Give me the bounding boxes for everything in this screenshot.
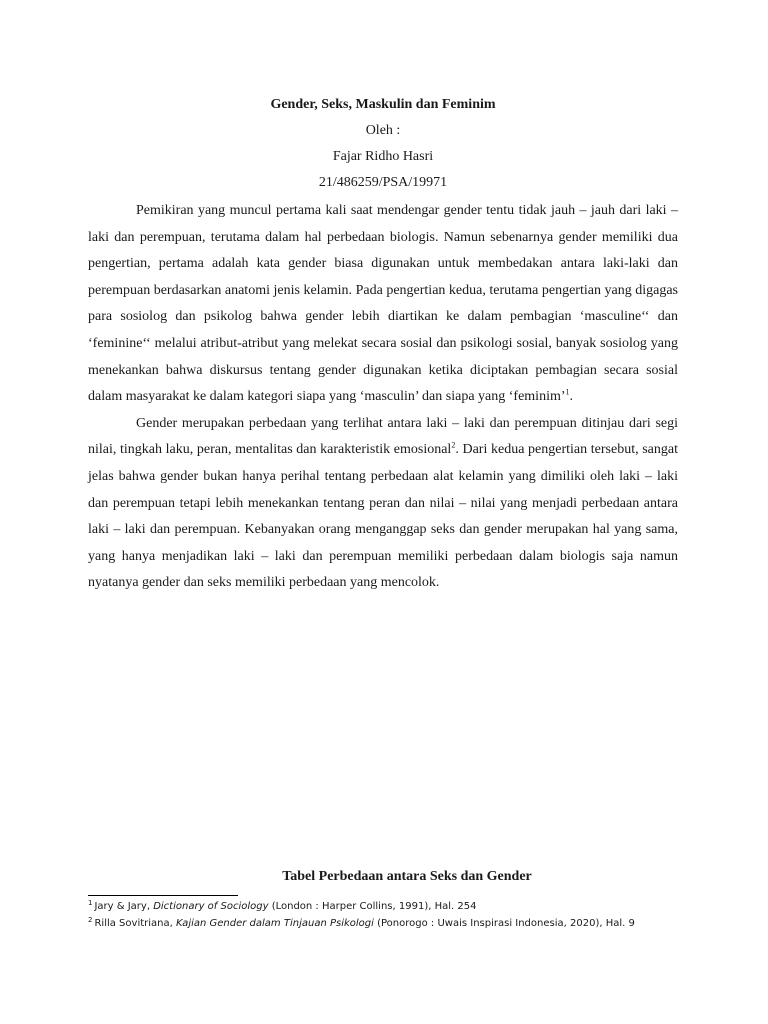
paragraph-2-rest: . Dari kedua pengertian tersebut, sangat jelas bahwa gender bukan hanya perihal tentang perbedaan alat kelamin yang dimiliki oleh laki – laki dan perempuan tetapi lebih menekankan tentang peran dan nilai – nilai yang menjadi perbedaan antara laki – laki dan perempuan. Kebanyakan orang menganggap seks dan gender merupakan hal yang sama, yang hanya menjadikan laki – laki dan perempuan memiliki perbedaan dalam biologis saja namun nyatanya gender dan seks memiliki perbedaan yang mencolok. — [88, 442, 678, 591]
footnote-book-title: Dictionary of Sociology — [153, 901, 269, 912]
paragraph-1-text: Pemikiran yang muncul pertama kali saat mendengar gender tentu tidak jauh – jauh dari laki – laki dan perempuan, terutama dalam hal perbedaan biologis. Namun sebenarnya gender memiliki dua pengertian, pertama adalah kata gender biasa digunakan untuk membedakan antara laki-laki dan perempuan berdasarkan anatomi jenis kelamin. Pada pengertian kedua, terutama pengertian yang digagas para sosiolog dan psikolog bahwa gender lebih diartikan ke dalam pembagian ‘masculine‘‘ dan ‘feminine‘‘ melalui atribut-atribut yang melekat secara sosial dan psikologi sosial, banyak sosiolog yang menekankan bahwa diskursus tentang gender digunakan ketika diciptakan pembagian secara sosial dalam masyarakat ke dalam kategori siapa yang ‘masculin’ dan siapa yang ‘feminim’ — [88, 203, 678, 405]
footnote-publication: (Ponorogo : Uwais Inspirasi Indonesia, 2020), Hal. 9 — [373, 918, 635, 929]
table-title: Tabel Perbedaan antara Seks dan Gender — [282, 869, 532, 884]
paragraph-1-end: . — [569, 389, 574, 405]
document-heading — [88, 92, 678, 196]
footnote-ref-1[interactable]: 1 — [565, 387, 570, 397]
footnote-number: 2 — [88, 915, 93, 924]
author-name: Fajar Ridho Hasri — [332, 149, 434, 164]
paragraph-2-text: Gender merupakan perbedaan yang terlihat antara laki – laki dan perempuan ditinjau dari segi nilai, tingkah laku, peran, mentalitas dan karakteristik emosional — [88, 415, 678, 458]
paragraph-2 — [88, 411, 678, 597]
paragraph-1 — [88, 198, 678, 411]
footnote-text: Jary & Jary, — [94, 901, 154, 912]
document-title: Gender, Seks, Maskulin dan Feminim — [270, 97, 496, 112]
document-body — [88, 198, 678, 597]
footnote-book-title: Kajian Gender dalam Tinjauan Psikologi — [175, 918, 374, 929]
by-label: Oleh : — [365, 123, 401, 138]
footnote-publication: (London : Harper Collins, 1991), Hal. 254 — [268, 901, 477, 912]
footnote-text: Rilla Sovitriana, — [94, 918, 176, 929]
footnote-ref-2[interactable]: 2 — [451, 440, 456, 450]
footnotes — [88, 898, 708, 932]
footnote-separator — [88, 895, 238, 896]
student-id: 21/486259/PSA/19971 — [318, 175, 448, 190]
footnote-1 — [88, 898, 708, 915]
footnote-2 — [88, 915, 708, 932]
footnote-number: 1 — [88, 898, 93, 907]
